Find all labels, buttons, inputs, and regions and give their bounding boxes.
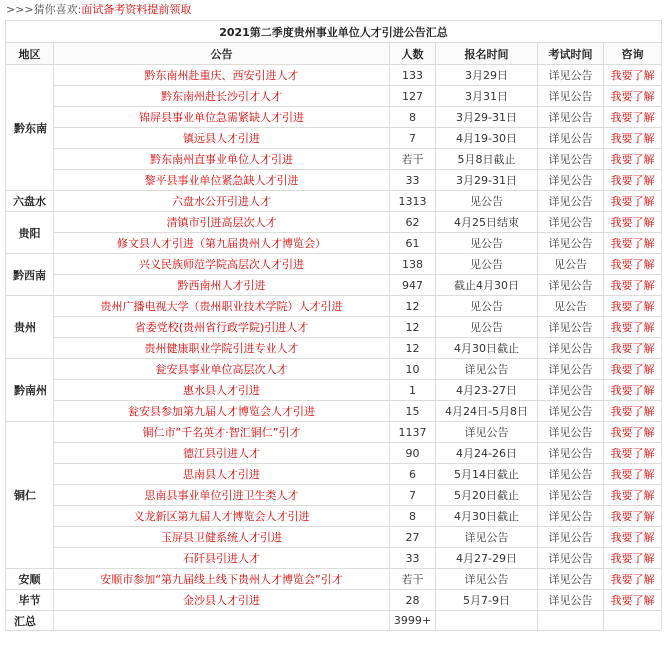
consult-link[interactable]: 我要了解 [604, 212, 662, 233]
signup-cell: 4月25日结束 [436, 212, 538, 233]
table-row [6, 569, 662, 590]
table-row [6, 233, 662, 254]
table-row [6, 464, 662, 485]
signup-cell: 4月24日-5月8日 [436, 401, 538, 422]
region-cell: 毕节 [6, 590, 54, 611]
exam-cell: 详见公告 [538, 506, 604, 527]
count-cell: 1313 [390, 191, 436, 212]
notice-link[interactable]: 修文县人才引进（第九届贵州人才博览会） [54, 233, 390, 254]
exam-cell: 详见公告 [538, 548, 604, 569]
exam-cell: 详见公告 [538, 464, 604, 485]
table-row [6, 65, 662, 86]
materials-link[interactable]: 面试备考资料提前领取 [81, 3, 192, 16]
count-cell: 138 [390, 254, 436, 275]
exam-cell: 详见公告 [538, 128, 604, 149]
notice-link[interactable]: 思南县人才引进 [54, 464, 390, 485]
consult-link[interactable]: 我要了解 [604, 527, 662, 548]
table-row [6, 296, 662, 317]
exam-cell: 详见公告 [538, 527, 604, 548]
notice-link[interactable]: 瓮安县参加第九届人才博览会人才引进 [54, 401, 390, 422]
table-row [6, 317, 662, 338]
consult-link[interactable]: 我要了解 [604, 422, 662, 443]
exam-cell: 详见公告 [538, 359, 604, 380]
exam-cell: 详见公告 [538, 107, 604, 128]
header-consult: 咨询 [604, 43, 662, 65]
signup-cell: 4月30日截止 [436, 338, 538, 359]
count-cell: 12 [390, 338, 436, 359]
count-cell: 127 [390, 86, 436, 107]
signup-cell: 5月20日截止 [436, 485, 538, 506]
region-cell: 黔南州 [6, 359, 54, 422]
notice-link[interactable]: 黔东南州赴重庆、西安引进人才 [54, 65, 390, 86]
count-cell: 947 [390, 275, 436, 296]
consult-link[interactable]: 我要了解 [604, 569, 662, 590]
consult-link[interactable]: 我要了解 [604, 590, 662, 611]
signup-cell: 3月31日 [436, 86, 538, 107]
table-row [6, 548, 662, 569]
signup-cell: 详见公告 [436, 569, 538, 590]
header-exam: 考试时间 [538, 43, 604, 65]
signup-cell: 详见公告 [436, 422, 538, 443]
table-row [6, 359, 662, 380]
table-row [6, 212, 662, 233]
notice-link[interactable]: 贵州广播电视大学（贵州职业技术学院）人才引进 [54, 296, 390, 317]
consult-link[interactable]: 我要了解 [604, 380, 662, 401]
consult-link[interactable]: 我要了解 [604, 485, 662, 506]
exam-cell: 详见公告 [538, 191, 604, 212]
table-row [6, 107, 662, 128]
notice-link[interactable]: 黔东南州赴长沙引才人才 [54, 86, 390, 107]
count-cell: 6 [390, 464, 436, 485]
consult-link[interactable]: 我要了解 [604, 65, 662, 86]
count-cell: 33 [390, 548, 436, 569]
table-row [6, 380, 662, 401]
signup-cell: 5月8日截止 [436, 149, 538, 170]
exam-cell: 详见公告 [538, 443, 604, 464]
signup-cell: 4月19-30日 [436, 128, 538, 149]
consult-link[interactable]: 我要了解 [604, 86, 662, 107]
consult-link[interactable]: 我要了解 [604, 464, 662, 485]
notice-link[interactable]: 德江县引进人才 [54, 443, 390, 464]
consult-link[interactable]: 我要了解 [604, 338, 662, 359]
signup-cell: 4月27-29日 [436, 548, 538, 569]
total-consult [604, 611, 662, 631]
total-label: 汇总 [6, 611, 54, 631]
signup-cell: 4月24-26日 [436, 443, 538, 464]
total-signup [436, 611, 538, 631]
exam-cell: 详见公告 [538, 401, 604, 422]
exam-cell: 详见公告 [538, 569, 604, 590]
count-cell: 7 [390, 485, 436, 506]
count-cell: 133 [390, 65, 436, 86]
notice-link[interactable]: 瓮安县事业单位高层次人才 [54, 359, 390, 380]
region-cell: 贵阳 [6, 212, 54, 254]
count-cell: 7 [390, 128, 436, 149]
signup-cell: 截止4月30日 [436, 275, 538, 296]
count-cell: 若干 [390, 569, 436, 590]
signup-cell: 4月30日截止 [436, 506, 538, 527]
exam-cell: 详见公告 [538, 317, 604, 338]
total-count: 3999+ [390, 611, 436, 631]
consult-link[interactable]: 我要了解 [604, 443, 662, 464]
consult-link[interactable]: 我要了解 [604, 359, 662, 380]
top-banner-prefix: >>>猜你喜欢: [6, 3, 82, 16]
count-cell: 12 [390, 317, 436, 338]
consult-link[interactable]: 我要了解 [604, 506, 662, 527]
header-signup: 报名时间 [436, 43, 538, 65]
table-row [6, 422, 662, 443]
count-cell: 8 [390, 506, 436, 527]
notice-link[interactable]: 锦屏县事业单位急需紧缺人才引进 [54, 107, 390, 128]
notice-link[interactable]: 贵州健康职业学院引进专业人才 [54, 338, 390, 359]
region-cell: 铜仁 [6, 422, 54, 569]
count-cell: 28 [390, 590, 436, 611]
table-row [6, 149, 662, 170]
notice-link[interactable]: 黎平县事业单位紧急缺人才引进 [54, 170, 390, 191]
notice-link[interactable]: 安顺市参加“第九届线上线下贵州人才博览会”引才 [54, 569, 390, 590]
signup-cell: 详见公告 [436, 527, 538, 548]
exam-cell: 详见公告 [538, 233, 604, 254]
table-row [6, 275, 662, 296]
exam-cell: 详见公告 [538, 422, 604, 443]
consult-link[interactable]: 我要了解 [604, 149, 662, 170]
exam-cell: 详见公告 [538, 170, 604, 191]
notice-link[interactable]: 金沙县人才引进 [54, 590, 390, 611]
signup-cell: 见公告 [436, 317, 538, 338]
count-cell: 1137 [390, 422, 436, 443]
region-cell: 六盘水 [6, 191, 54, 212]
signup-cell: 3月29-31日 [436, 170, 538, 191]
exam-cell: 详见公告 [538, 86, 604, 107]
consult-link[interactable]: 我要了解 [604, 191, 662, 212]
exam-cell: 详见公告 [538, 275, 604, 296]
signup-cell: 见公告 [436, 191, 538, 212]
count-cell: 27 [390, 527, 436, 548]
table-row [6, 170, 662, 191]
consult-link[interactable]: 我要了解 [604, 107, 662, 128]
consult-link[interactable]: 我要了解 [604, 254, 662, 275]
count-cell: 33 [390, 170, 436, 191]
table-row [6, 401, 662, 422]
signup-cell: 详见公告 [436, 359, 538, 380]
total-exam [538, 611, 604, 631]
notice-link[interactable]: 思南县事业单位引进卫生类人才 [54, 485, 390, 506]
table-row [6, 86, 662, 107]
table-row [6, 191, 662, 212]
signup-cell: 见公告 [436, 233, 538, 254]
region-cell: 黔西南 [6, 254, 54, 296]
notice-link[interactable]: 惠水县人才引进 [54, 380, 390, 401]
region-cell: 黔东南 [6, 65, 54, 191]
header-notice: 公告 [54, 43, 390, 65]
count-cell: 90 [390, 443, 436, 464]
notice-link[interactable]: 清镇市引进高层次人才 [54, 212, 390, 233]
notice-link[interactable]: 黔东南州直事业单位人才引进 [54, 149, 390, 170]
table-row [6, 590, 662, 611]
header-count: 人数 [390, 43, 436, 65]
signup-cell: 5月14日截止 [436, 464, 538, 485]
consult-link[interactable]: 我要了解 [604, 401, 662, 422]
signup-cell: 3月29日 [436, 65, 538, 86]
exam-cell: 见公告 [538, 296, 604, 317]
notice-link[interactable]: 兴义民族师范学院高层次人才引进 [54, 254, 390, 275]
table-row [6, 338, 662, 359]
signup-cell: 见公告 [436, 296, 538, 317]
count-cell: 62 [390, 212, 436, 233]
consult-link[interactable]: 我要了解 [604, 275, 662, 296]
count-cell: 61 [390, 233, 436, 254]
notice-link[interactable]: 黔西南州人才引进 [54, 275, 390, 296]
table-row [6, 506, 662, 527]
summary-table [5, 20, 662, 631]
consult-link[interactable]: 我要了解 [604, 233, 662, 254]
exam-cell: 详见公告 [538, 149, 604, 170]
exam-cell: 详见公告 [538, 338, 604, 359]
count-cell: 10 [390, 359, 436, 380]
table-row [6, 128, 662, 149]
region-cell: 贵州 [6, 296, 54, 359]
table-row [6, 485, 662, 506]
table-row [6, 254, 662, 275]
region-cell: 安顺 [6, 569, 54, 590]
notice-link[interactable]: 省委党校(贵州省行政学院)引进人才 [54, 317, 390, 338]
notice-link[interactable]: 铜仁市“千名英才·智汇铜仁”引才 [54, 422, 390, 443]
top-banner [6, 2, 191, 18]
signup-cell: 4月23-27日 [436, 380, 538, 401]
notice-link[interactable]: 义龙新区第九届人才博览会人才引进 [54, 506, 390, 527]
table-body [6, 65, 662, 611]
exam-cell: 详见公告 [538, 212, 604, 233]
exam-cell: 详见公告 [538, 65, 604, 86]
table-row [6, 443, 662, 464]
notice-link[interactable]: 镇远县人才引进 [54, 128, 390, 149]
signup-cell: 5月7-9日 [436, 590, 538, 611]
exam-cell: 见公告 [538, 254, 604, 275]
count-cell: 15 [390, 401, 436, 422]
table-title: 2021第二季度贵州事业单位人才引进公告汇总 [6, 21, 662, 43]
count-cell: 1 [390, 380, 436, 401]
notice-link[interactable]: 玉屏县卫健系统人才引进 [54, 527, 390, 548]
consult-link[interactable]: 我要了解 [604, 170, 662, 191]
exam-cell: 详见公告 [538, 485, 604, 506]
notice-link[interactable]: 石阡县引进人才 [54, 548, 390, 569]
table-row [6, 527, 662, 548]
consult-link[interactable]: 我要了解 [604, 317, 662, 338]
signup-cell: 3月29-31日 [436, 107, 538, 128]
notice-link[interactable]: 六盘水公开引进人才 [54, 191, 390, 212]
count-cell: 若干 [390, 149, 436, 170]
count-cell: 8 [390, 107, 436, 128]
header-region: 地区 [6, 43, 54, 65]
exam-cell: 详见公告 [538, 380, 604, 401]
consult-link[interactable]: 我要了解 [604, 296, 662, 317]
count-cell: 12 [390, 296, 436, 317]
total-notice [54, 611, 390, 631]
exam-cell: 详见公告 [538, 590, 604, 611]
signup-cell: 见公告 [436, 254, 538, 275]
consult-link[interactable]: 我要了解 [604, 548, 662, 569]
consult-link[interactable]: 我要了解 [604, 128, 662, 149]
